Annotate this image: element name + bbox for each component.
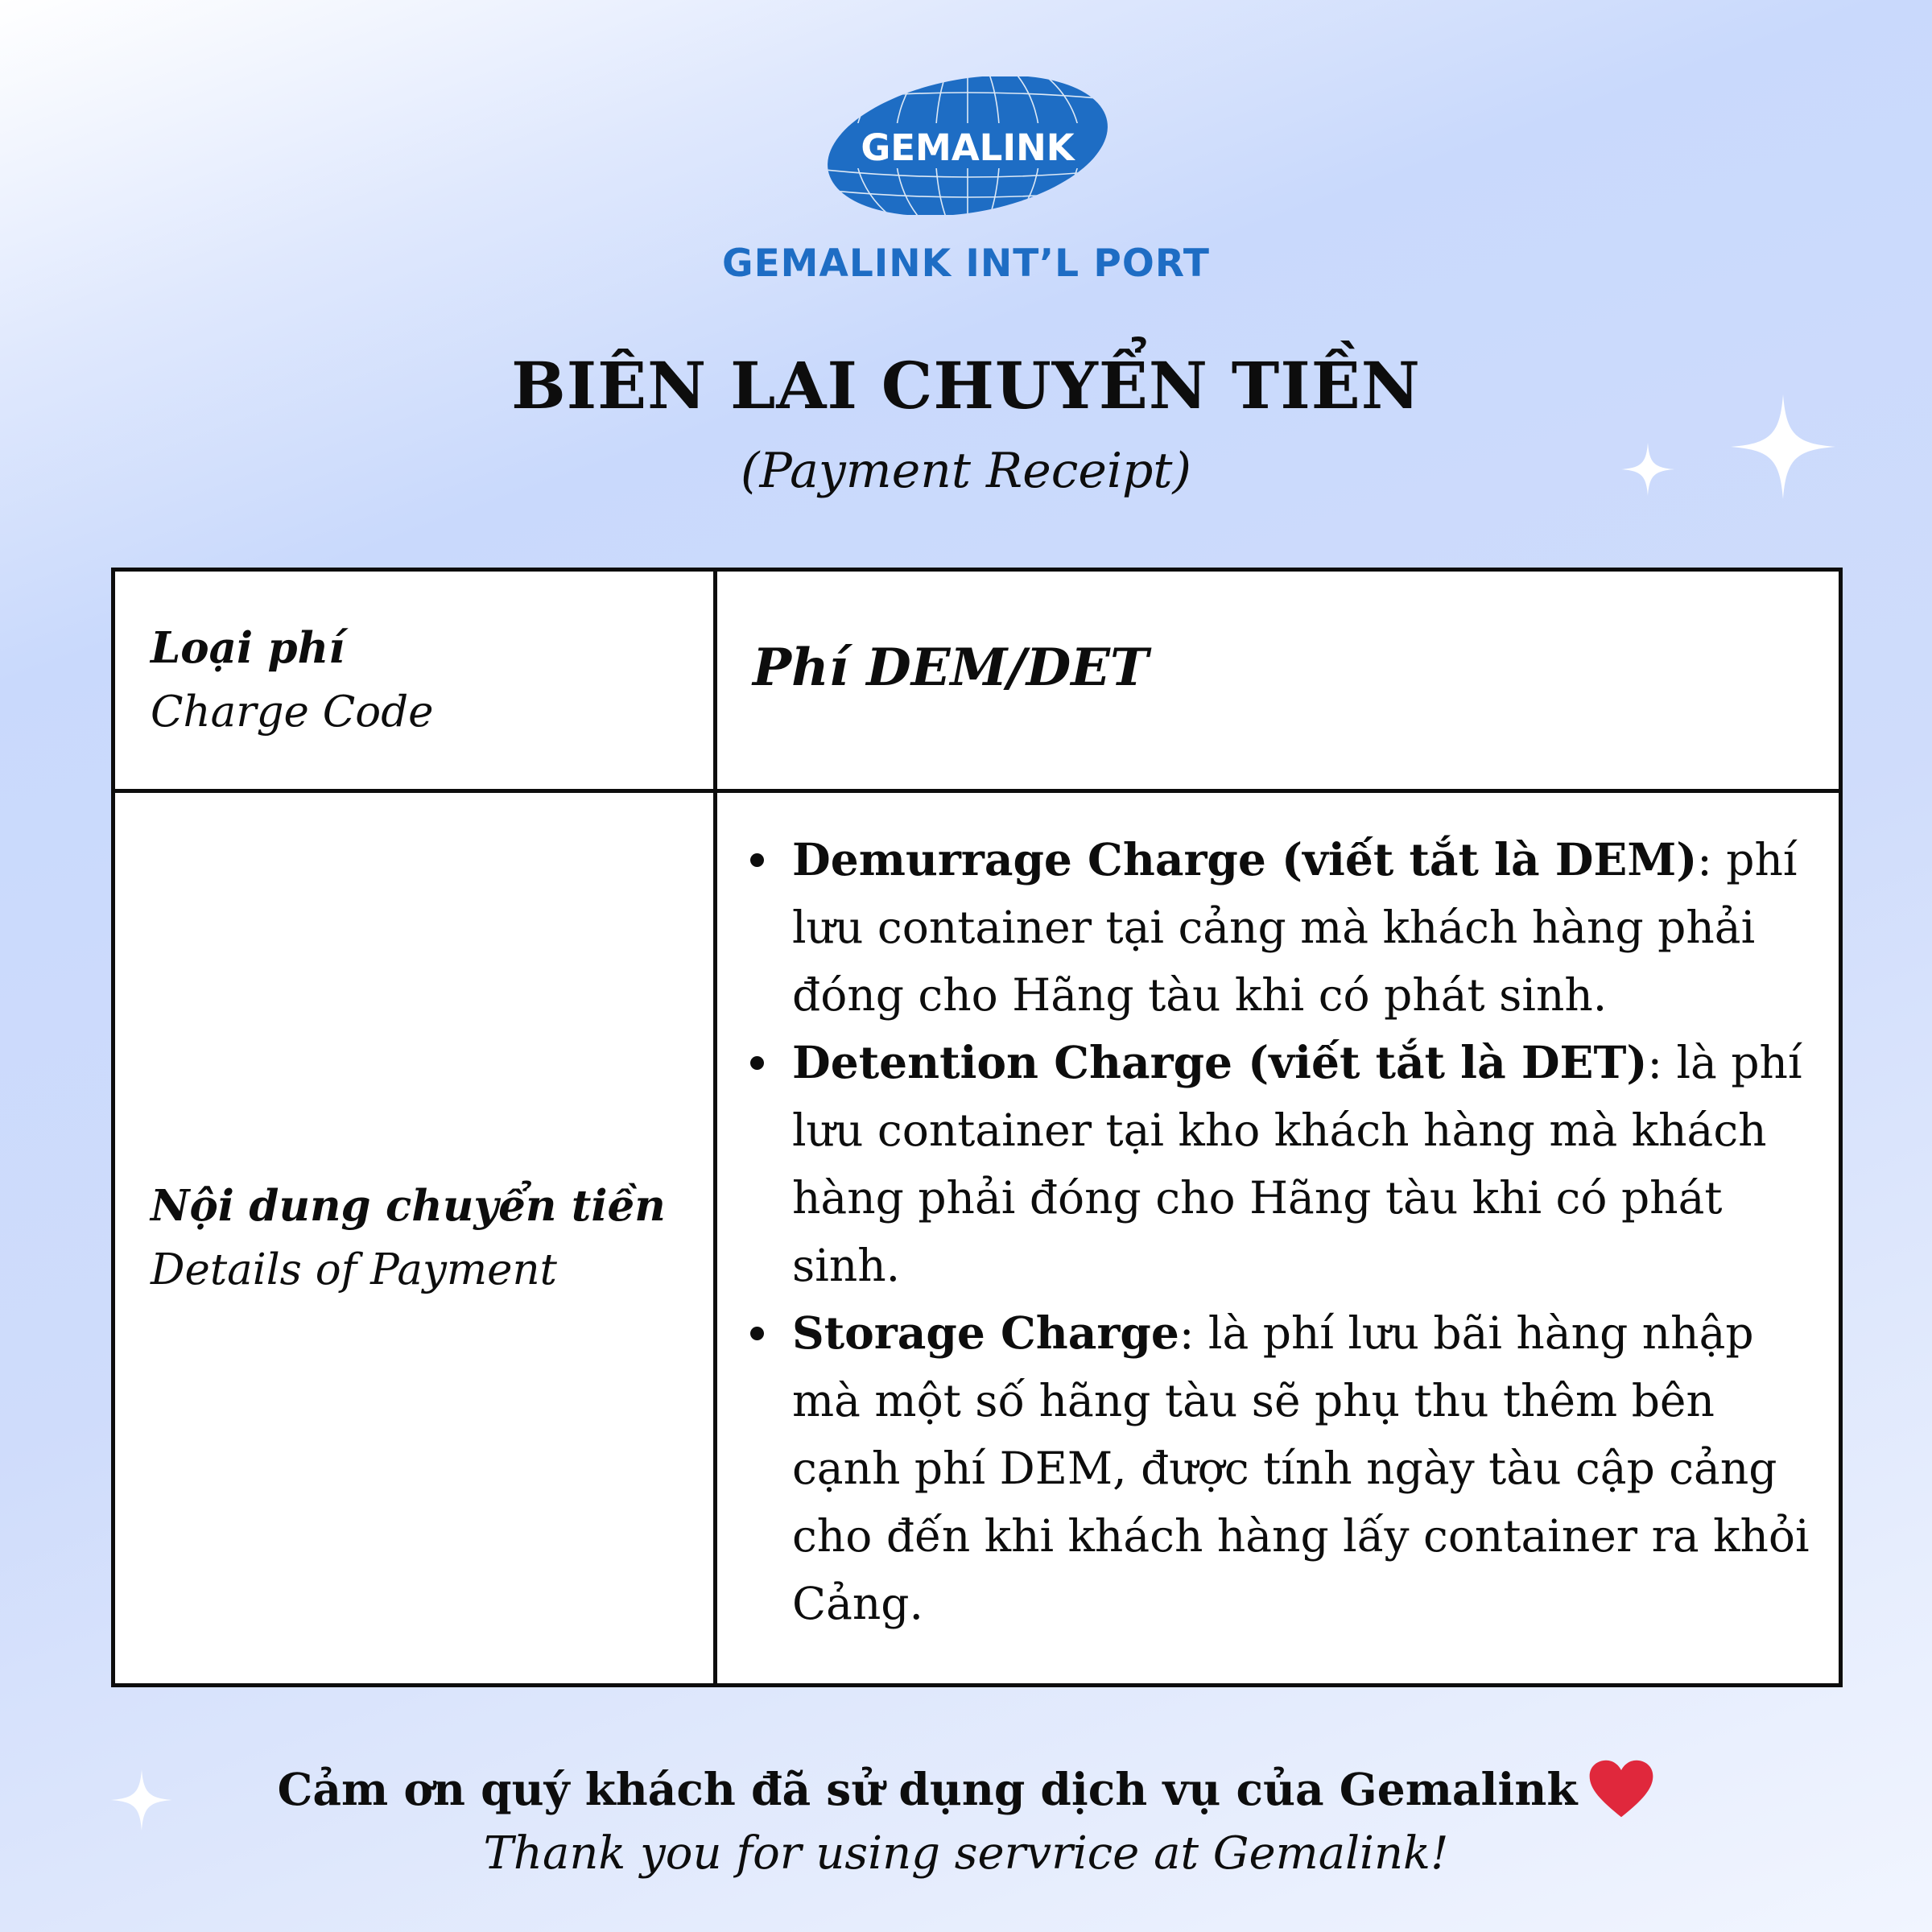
item-term: Demurrage Charge (viết tắt là DEM): [792, 833, 1698, 886]
payment-details-label-en: Details of Payment: [151, 1245, 557, 1294]
thank-you-vi: [0, 1763, 1932, 1823]
thank-you-en: Thank you for using servrice at Gemalink!: [483, 1827, 1449, 1880]
list-item: [792, 1299, 1838, 1637]
list-item: [792, 1029, 1838, 1299]
logo-wordmark: GEMALINK: [861, 126, 1075, 169]
payment-details-label-vi: Nội dung chuyển tiền: [151, 1181, 666, 1231]
charge-code-value-cell: [716, 570, 1841, 791]
gemalink-logo: [825, 76, 1111, 215]
charge-code-label-vi: Loại phí: [151, 623, 345, 673]
sparkle-icon: [1731, 394, 1835, 499]
thank-you-vi-text: Cảm ơn quý khách đã sử dụng dịch vụ của Gemalink: [277, 1763, 1578, 1815]
list-item: [792, 826, 1838, 1029]
item-description: : phí lưu container tại cảng mà khách hàng phải đóng cho Hãng tàu khi có phát sinh.: [792, 834, 1798, 1021]
payment-details-label-cell: [114, 791, 716, 1686]
table-row: [114, 791, 1841, 1686]
charge-code-value: Phí DEM/DET: [753, 637, 1149, 698]
table-row: [114, 570, 1841, 791]
sparkle-icon: [1621, 443, 1674, 496]
item-term: Detention Charge (viết tắt là DET): [792, 1036, 1648, 1088]
receipt-title: BIÊN LAI CHUYỂN TIỀN: [511, 348, 1421, 423]
payment-details-value-cell: [716, 791, 1841, 1686]
payment-details-list: [718, 826, 1838, 1637]
company-name: GEMALINK INT’L PORT: [722, 242, 1210, 286]
receipt-table: [111, 568, 1843, 1687]
item-term: Storage Charge: [792, 1307, 1179, 1359]
item-description: : là phí lưu bãi hàng nhập mà một số hãng tàu sẽ phụ thu thêm bên cạnh phí DEM, được tính ngày tàu cập cảng cho đến khi khách hàng lấy container ra khỏi Cảng.: [792, 1307, 1810, 1629]
charge-code-label-en: Charge Code: [151, 687, 434, 737]
heart-icon: [1588, 1759, 1654, 1818]
charge-code-label-cell: [114, 570, 716, 791]
receipt-subtitle: (Payment Receipt): [741, 443, 1191, 499]
item-description: : là phí lưu container tại kho khách hàng mà khách hàng phải đóng cho Hãng tàu khi có phát sinh.: [792, 1037, 1802, 1291]
